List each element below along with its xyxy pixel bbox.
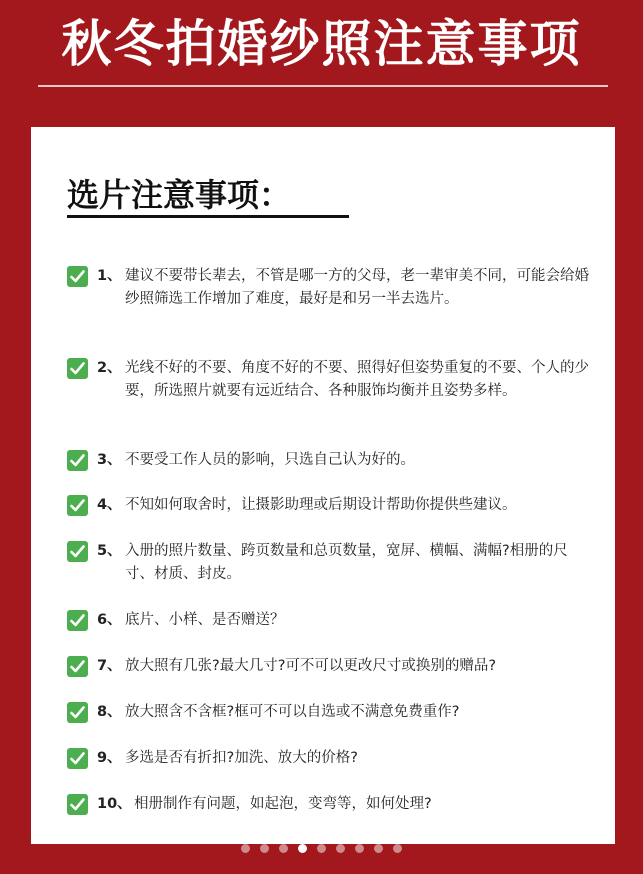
pagination-dot[interactable] [241, 844, 250, 853]
item-number: 2、 [97, 360, 122, 376]
item-number: 10、 [97, 796, 132, 812]
check-mark-icon [67, 610, 88, 631]
content-card [31, 127, 615, 844]
item-text: 建议不要带长辈去，不管是哪一方的父母，老一辈审美不同，可能会给婚纱照筛选工作增加了难度，最好是和另一半去选片。 [125, 268, 589, 307]
check-mark-icon [67, 748, 88, 769]
heading-underline [67, 215, 349, 218]
item-number: 9、 [97, 750, 122, 766]
item-text: 底片、小样、是否赠送？ [125, 612, 285, 628]
check-mark-icon [67, 266, 88, 287]
check-mark-icon [67, 794, 88, 815]
item-number: 8、 [97, 704, 122, 720]
item-number: 5、 [97, 543, 122, 559]
pagination-dot[interactable] [260, 844, 269, 853]
pagination-dot[interactable] [355, 844, 364, 853]
section-heading: 选片注意事项： [67, 176, 292, 214]
pagination-dot[interactable] [374, 844, 383, 853]
pagination-dot[interactable] [298, 844, 307, 853]
pagination-dot[interactable] [279, 844, 288, 853]
check-mark-icon [67, 702, 88, 723]
item-text: 不要受工作人员的影响，只选自己认为好的。 [125, 452, 415, 468]
check-mark-icon [67, 541, 88, 562]
item-text: 光线不好的不要、角度不好的不要、照得好但姿势重复的不要、个人的少要，所选照片就要有远近结合、各种服饰均衡并且姿势多样。 [125, 360, 589, 399]
pagination-dots [0, 844, 643, 853]
check-mark-icon [67, 495, 88, 516]
item-number: 1、 [97, 268, 122, 284]
item-text: 入册的照片数量、跨页数量和总页数量，宽屏、横幅、满幅?相册的尺寸、材质、封皮。 [125, 543, 568, 582]
item-text: 放大照有几张?最大几寸?可不可以更改尺寸或换别的赠品? [125, 658, 497, 674]
item-number: 7、 [97, 658, 122, 674]
item-text: 不知如何取舍时，让摄影助理或后期设计帮助你提供些建议。 [125, 497, 517, 513]
check-mark-icon [67, 450, 88, 471]
item-text: 相册制作有问题，如起泡，变弯等，如何处理? [134, 796, 432, 812]
item-number: 4、 [97, 497, 122, 513]
item-text: 多选是否有折扣?加洗、放大的价格? [125, 750, 358, 766]
pagination-dot[interactable] [317, 844, 326, 853]
item-number: 3、 [97, 452, 122, 468]
check-mark-icon [67, 656, 88, 677]
page-title: 秋冬拍婚纱照注意事项 [61, 15, 582, 73]
pagination-dot[interactable] [393, 844, 402, 853]
pagination-dot[interactable] [336, 844, 345, 853]
item-text: 放大照含不含框?框可不可以自选或不满意免费重作? [125, 704, 460, 720]
check-mark-icon [67, 358, 88, 379]
item-number: 6、 [97, 612, 122, 628]
title-divider [38, 85, 608, 87]
